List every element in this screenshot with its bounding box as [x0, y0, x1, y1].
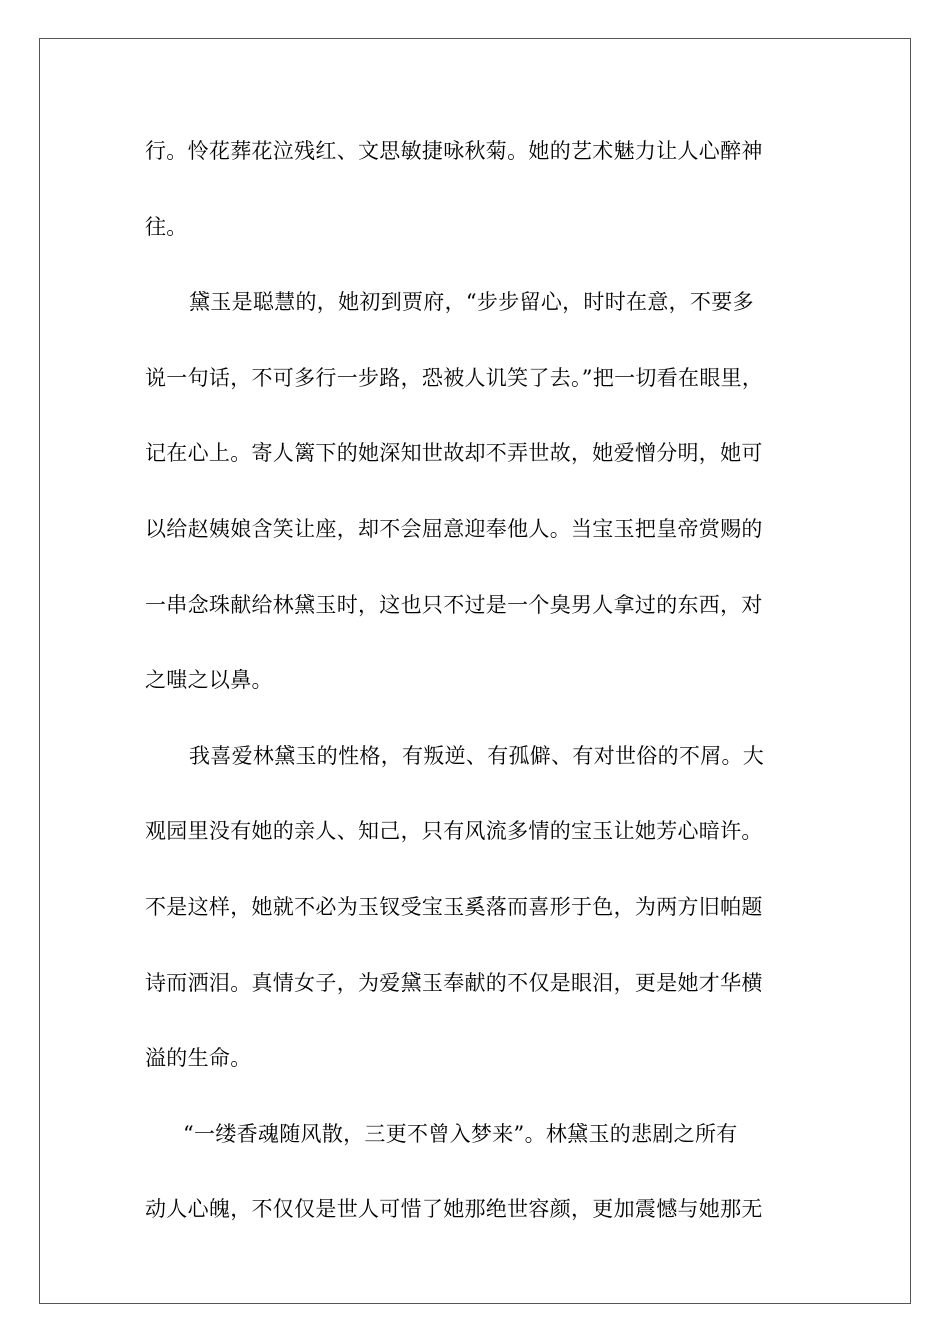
text-line: 往。	[145, 214, 188, 239]
text-line: 诗而洒泪。真情女子，为爱黛玉奉献的不仅是眼泪，更是她才华横	[145, 970, 763, 995]
document-body	[145, 114, 805, 1248]
text-line: 说一句话，不可多行一步路，恐被人讥笑了去。”把一切看在眼里，	[145, 365, 764, 390]
text-line: 行。怜花葬花泣残红、文思敏捷咏秋菊。她的艺术魅力让人心醉神	[145, 139, 763, 163]
text-line: 以给赵姨娘含笑让座，却不会屈意迎奉他人。当宝玉把皇帝赏赐的	[145, 516, 763, 541]
text-line: 之嗤之以鼻。	[145, 668, 273, 693]
text-line: 观园里没有她的亲人、知己，只有风流多情的宝玉让她芳心暗许。	[145, 819, 763, 844]
text-line: 记在心上。寄人篱下的她深知世故却不弄世故，她爱憎分明，她可	[145, 441, 763, 466]
text-line: 动人心魄，不仅仅是世人可惜了她那绝世容颜，更加震憾与她那无	[145, 1197, 763, 1222]
paragraph-start-line: “一缕香魂随风散，三更不曾入梦来”。林黛玉的悲剧之所有	[183, 1121, 738, 1146]
text-line: 溢的生命。	[145, 1046, 252, 1071]
paragraph-start-line: 黛玉是聪慧的，她初到贾府，“步步留心，时时在意，不要多	[189, 290, 754, 315]
text-line: 不是这样，她就不必为玉钗受宝玉奚落而喜形于色，为两方旧帕题	[145, 894, 763, 919]
text-line: 一串念珠献给林黛玉时，这也只不过是一个臭男人拿过的东西，对	[145, 592, 763, 617]
paragraph-start-line: 我喜爱林黛玉的性格，有叛逆、有孤僻、有对世俗的不屑。大	[189, 743, 765, 768]
